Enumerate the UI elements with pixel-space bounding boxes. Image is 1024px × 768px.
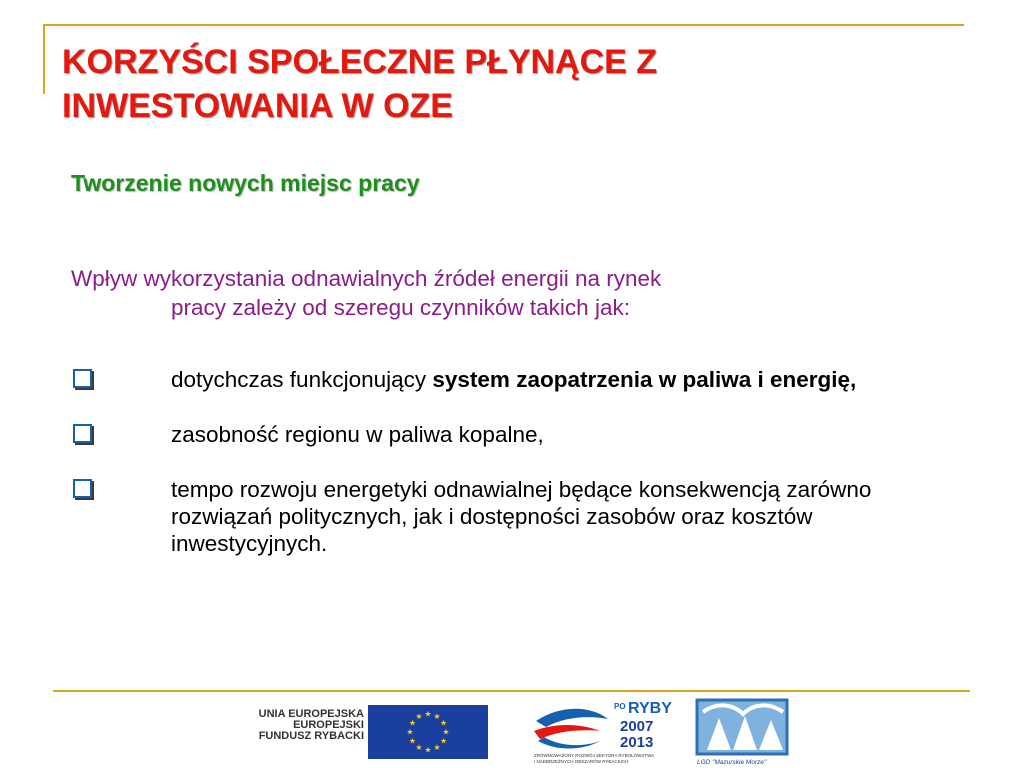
- eu-line-3: FUNDUSZ RYBACKI: [258, 730, 364, 742]
- bullet-text: tempo rozwoju energetyki odnawialnej będące konsekwencją zarówno rozwiązań politycznych, jak i dostępności zasobów oraz kosztów inwestycyjnych.: [171, 477, 872, 556]
- eu-star-icon: ★: [408, 736, 416, 746]
- eu-star-icon: ★: [433, 711, 441, 721]
- eu-star-icon: ★: [440, 736, 448, 746]
- eu-flag-icon: [368, 705, 488, 759]
- bullet-item: [71, 476, 961, 557]
- bullet-bold-text: system zaopatrzenia w paliwa i energię,: [432, 367, 857, 392]
- eu-star-icon: ★: [433, 743, 441, 753]
- title-line-2: INWESTOWANIA W OZE: [62, 87, 453, 125]
- intro-line-2: pracy zależy od szeregu czynników takich jak:: [171, 295, 630, 320]
- checkbox-bullet-icon: [73, 479, 92, 498]
- lgd-caption: LGD "Mazurskie Morze": [697, 759, 767, 766]
- bullet-list: [71, 366, 961, 585]
- slide-title: [62, 40, 962, 128]
- eu-star-icon: ★: [415, 711, 423, 721]
- footer-rule: [53, 690, 970, 692]
- bullet-item: [71, 421, 961, 448]
- title-line-1: KORZYŚCI SPOŁECZNE PŁYNĄCE Z: [62, 43, 658, 81]
- ryby-year-start: 2007: [620, 718, 654, 735]
- bullet-text: dotychczas funkcjonujący: [171, 367, 433, 392]
- eu-star-icon: ★: [424, 745, 432, 755]
- eu-star-icon: ★: [406, 727, 414, 737]
- eu-star-icon: ★: [408, 718, 416, 728]
- lgd-mazurskie-morze-logo: [693, 694, 793, 766]
- ryby-name-text: RYBY: [628, 700, 672, 717]
- ryby-year-end: 2013: [620, 734, 654, 751]
- eu-line-1: UNIA EUROPEJSKA: [258, 708, 364, 720]
- intro-line-1: Wpływ wykorzystania odnawialnych źródeł energii na rynek: [71, 266, 662, 291]
- bullet-item: [71, 366, 961, 393]
- checkbox-bullet-icon: [73, 369, 92, 388]
- eu-fund-label: [228, 709, 364, 742]
- eu-star-icon: ★: [442, 727, 450, 737]
- bullet-text: zasobność regionu w paliwa kopalne,: [171, 422, 544, 447]
- eu-star-icon: ★: [440, 718, 448, 728]
- slide-subtitle: Tworzenie nowych miejsc pracy: [71, 170, 420, 196]
- eu-star-icon: ★: [424, 709, 432, 719]
- ryby-caption-1: ZRÓWNOWAŻONY ROZWÓJ SEKTORA RYBOŁÓWSTWA: [534, 753, 655, 758]
- ryby-po-text: PO: [614, 702, 626, 711]
- ryby-caption-2: I NADBRZEŻNYCH OBSZARÓW RYBACKICH: [534, 759, 629, 764]
- intro-paragraph: [71, 264, 951, 322]
- left-accent-rule: [43, 24, 45, 94]
- eu-star-icon: ★: [415, 743, 423, 753]
- eu-line-2: EUROPEJSKI: [293, 719, 364, 731]
- top-rule: [43, 24, 964, 26]
- checkbox-bullet-icon: [73, 424, 92, 443]
- po-ryby-logo: [530, 697, 680, 765]
